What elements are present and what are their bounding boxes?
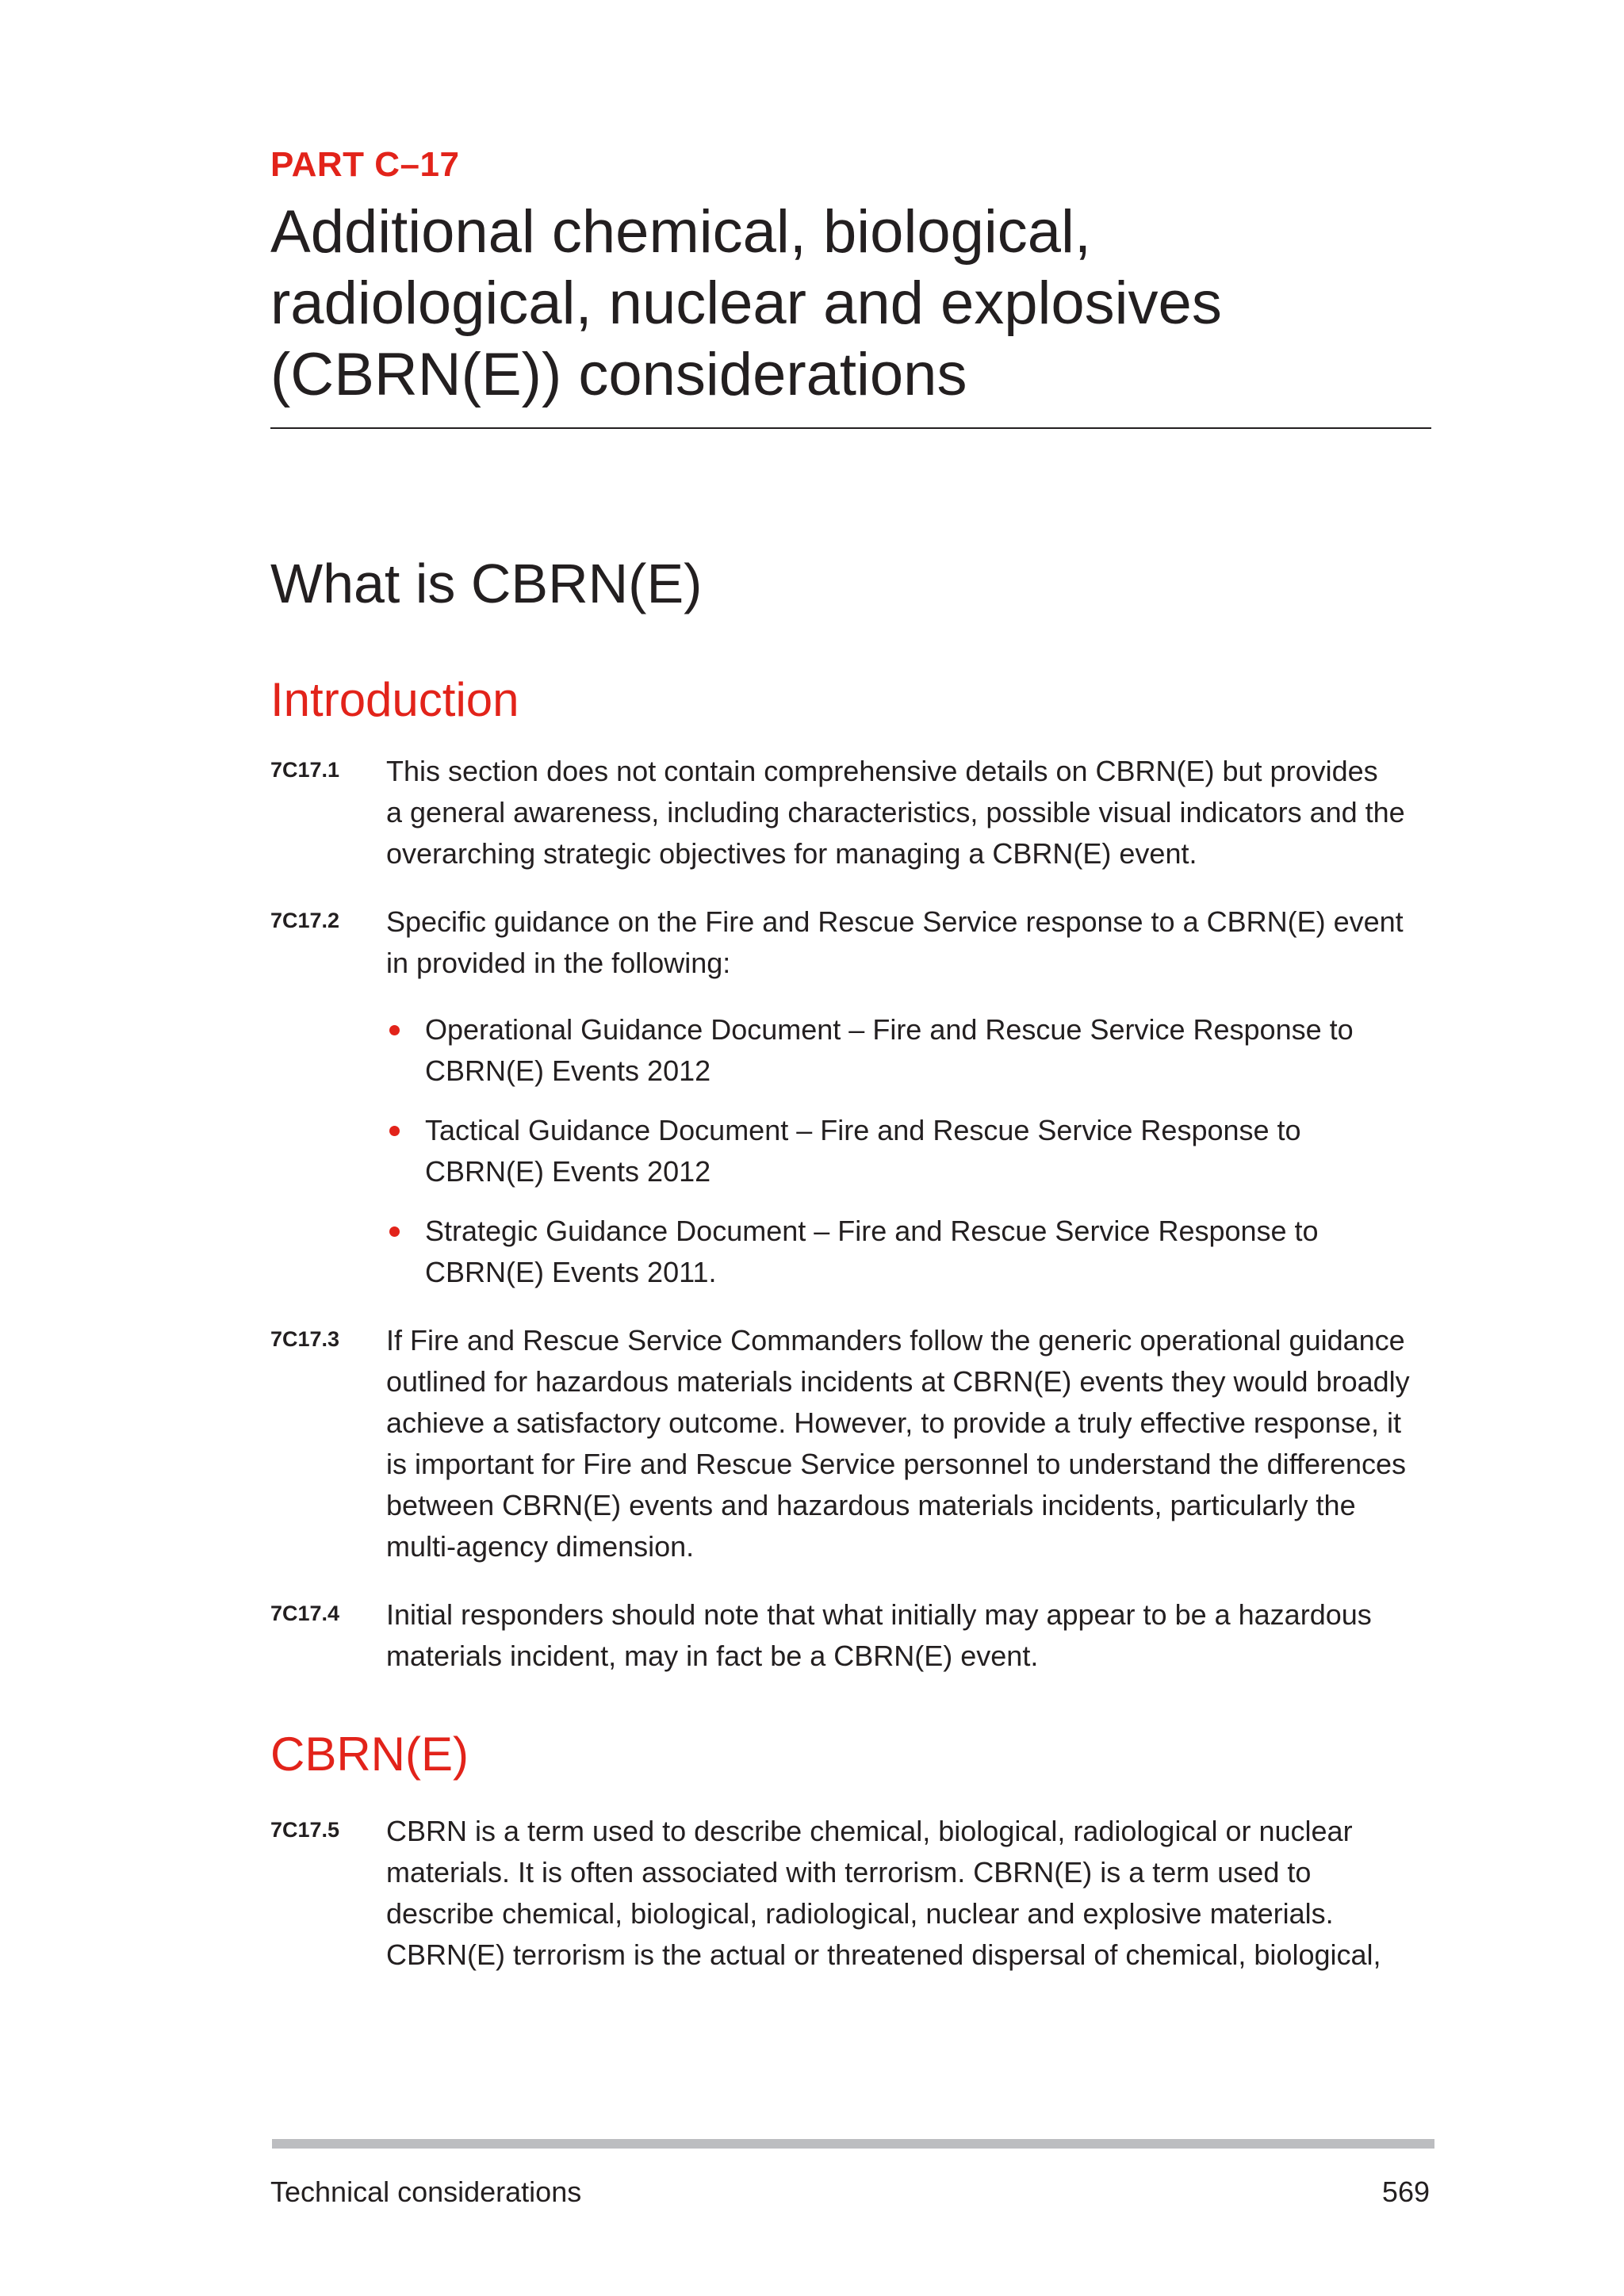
paragraph-number: 7C17.2 [270,909,340,932]
paragraph-text [386,901,1436,984]
text-line: achieve a satisfactory outcome. However, to provide a truly effective response, it [386,1406,1401,1439]
text-line: CBRN(E) Events 2011. [425,1256,717,1288]
paragraph-number: 7C17.4 [270,1601,340,1625]
text-line: describe chemical, biological, radiological, nuclear and explosive materials. [386,1897,1334,1930]
page-title [270,197,1428,411]
bullet-icon [389,1226,400,1237]
paragraph-text [386,1811,1436,1976]
text-line: Tactical Guidance Document – Fire and Rescue Service Response to [425,1114,1301,1146]
introduction-heading: Introduction [270,673,519,726]
text-line: Specific guidance on the Fire and Rescue Service response to a CBRN(E) event [386,905,1404,938]
paragraph-number: 7C17.1 [270,758,340,782]
title-line: Additional chemical, biological, [270,198,1092,266]
paragraph-text [386,751,1436,874]
text-line: Strategic Guidance Document – Fire and Rescue Service Response to [425,1215,1319,1247]
list-item-text [425,1211,1319,1293]
bullet-icon [389,1025,400,1035]
paragraph-text [386,1320,1436,1567]
text-line: overarching strategic objectives for managing a CBRN(E) event. [386,837,1197,870]
text-line: Initial responders should note that what initially may appear to be a hazardous [386,1598,1372,1631]
text-line: in provided in the following: [386,947,731,979]
text-line: CBRN(E) terrorism is the actual or threatened dispersal of chemical, biological, [386,1938,1381,1971]
text-line: CBRN(E) Events 2012 [425,1155,711,1188]
footer-section-name: Technical considerations [270,2175,582,2208]
paragraph-text [386,1594,1436,1677]
page-number: 569 [1381,2175,1430,2208]
list-item-text [425,1009,1354,1092]
text-line: CBRN is a term used to describe chemical, biological, radiological or nuclear [386,1815,1353,1847]
paragraph-number: 7C17.3 [270,1327,340,1351]
cbrne-heading: CBRN(E) [270,1728,469,1781]
text-line: between CBRN(E) events and hazardous materials incidents, particularly the [386,1489,1356,1521]
paragraph-number: 7C17.5 [270,1818,340,1842]
section-heading: What is CBRN(E) [270,553,703,614]
footer-divider [272,2139,1434,2149]
part-label: PART C–17 [270,145,460,184]
text-line: Operational Guidance Document – Fire and Rescue Service Response to [425,1013,1354,1046]
title-line: (CBRN(E)) considerations [270,341,967,408]
text-line: multi-agency dimension. [386,1530,695,1563]
text-line: a general awareness, including characteristics, possible visual indicators and the [386,796,1405,828]
text-line: CBRN(E) Events 2012 [425,1054,711,1087]
text-line: materials. It is often associated with terrorism. CBRN(E) is a term used to [386,1856,1312,1888]
bullet-icon [389,1126,400,1136]
title-line: radiological, nuclear and explosives [270,270,1222,337]
title-divider [270,427,1431,429]
list-item-text [425,1110,1301,1192]
text-line: This section does not contain comprehensive details on CBRN(E) but provides [386,755,1378,787]
text-line: is important for Fire and Rescue Service personnel to understand the differences [386,1448,1407,1480]
text-line: outlined for hazardous materials incidents at CBRN(E) events they would broadly [386,1365,1410,1398]
text-line: If Fire and Rescue Service Commanders follow the generic operational guidance [386,1324,1405,1357]
text-line: materials incident, may in fact be a CBRN(E) event. [386,1640,1039,1672]
